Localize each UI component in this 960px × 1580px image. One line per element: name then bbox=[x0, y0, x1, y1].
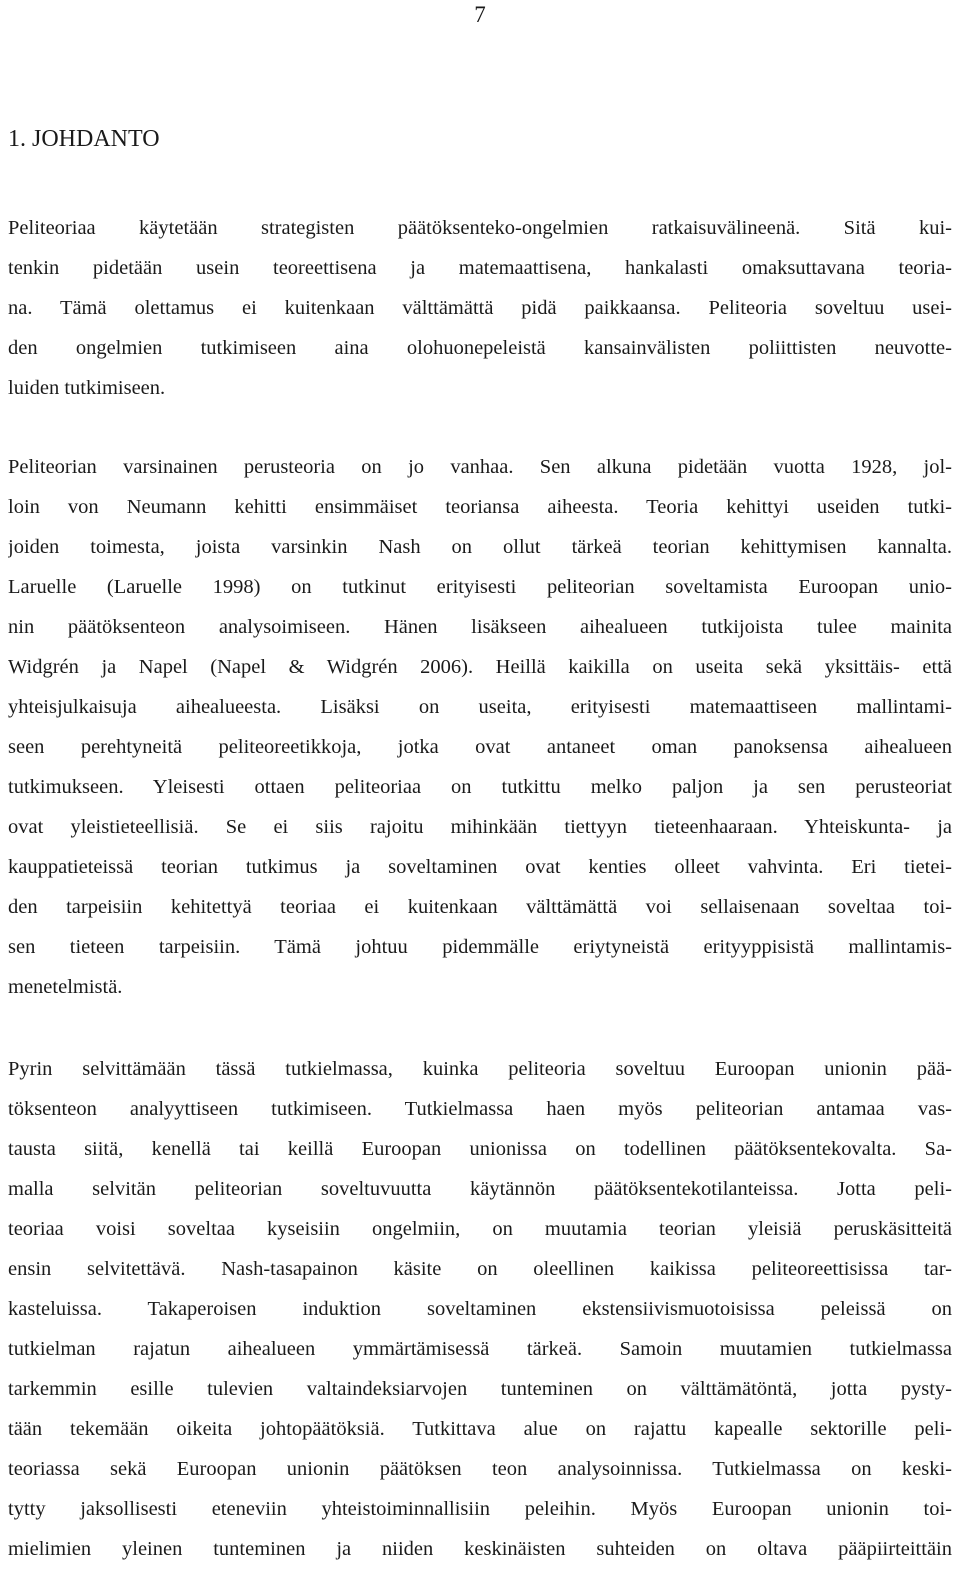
paragraph-line: tausta siitä, kenellä tai keillä Euroopan unionissa on todellinen päätöksentekovalta. Sa- bbox=[8, 1138, 952, 1160]
paragraph-line: nin päätöksenteon analysoimiseen. Hänen lisäkseen aihealueen tutkijoista tulee mainita bbox=[8, 616, 952, 638]
paragraph-line: tään tekemään oikeita johtopäätöksiä. Tutkittava alue on rajattu kapealle sektorille peli- bbox=[8, 1418, 952, 1440]
paragraph-line: seen perehtyneitä peliteoreetikkoja, jotka ovat antaneet oman panoksensa aihealueen bbox=[8, 736, 952, 758]
section-heading: 1. JOHDANTO bbox=[8, 126, 160, 152]
paragraph-1 bbox=[8, 208, 952, 408]
paragraph-line: tutkielman rajatun aihealueen ymmärtämisessä tärkeä. Samoin muutamien tutkielmassa bbox=[8, 1338, 952, 1360]
paragraph-line: malla selvitän peliteorian soveltuvuutta käytännön päätöksentekotilanteissa. Jotta peli- bbox=[8, 1178, 952, 1200]
paragraph-line: joiden toimesta, joista varsinkin Nash on ollut tärkeä teorian kehittymisen kannalta. bbox=[8, 536, 952, 558]
paragraph-line: ovat yleistieteellisiä. Se ei siis rajoitu mihinkään tiettyyn tieteenhaaraan. Yhteiskunta- ja bbox=[8, 816, 952, 838]
paragraph-line: tarkemmin esille tulevien valtaindeksiarvojen tunteminen on välttämätöntä, jotta pysty- bbox=[8, 1378, 952, 1400]
paragraph-line: sen tieteen tarpeisiin. Tämä johtuu pidemmälle eriytyneistä erityyppisistä mallintamis- bbox=[8, 936, 952, 958]
paragraph-line: loin von Neumann kehitti ensimmäiset teoriansa aiheesta. Teoria kehittyi useiden tutki- bbox=[8, 496, 952, 518]
paragraph-line: den ongelmien tutkimiseen aina olohuonepeleistä kansainvälisten poliittisten neuvotte- bbox=[8, 337, 952, 359]
paragraph-line: tytty jaksollisesti eteneviin yhteistoiminnallisiin peleihin. Myös Euroopan unionin toi- bbox=[8, 1498, 952, 1520]
paragraph-line: teoriaa voisi soveltaa kyseisiin ongelmiin, on muutamia teorian yleisiä peruskäsitteitä bbox=[8, 1218, 952, 1240]
paragraph-line: kasteluissa. Takaperoisen induktion soveltaminen ekstensiivismuotoisissa peleissä on bbox=[8, 1298, 952, 1320]
paragraph-line: Peliteoriaa käytetään strategisten päätöksenteko-ongelmien ratkaisuvälineenä. Sitä kui- bbox=[8, 217, 952, 239]
paragraph-line: Widgrén ja Napel (Napel & Widgrén 2006). Heillä kaikilla on useita sekä yksittäis- että bbox=[8, 656, 952, 678]
paragraph-line: teoriassa sekä Euroopan unionin päätöksen teon analysoinnissa. Tutkielmassa on keski- bbox=[8, 1458, 952, 1480]
page-number: 7 bbox=[474, 2, 486, 27]
paragraph-line: na. Tämä olettamus ei kuitenkaan välttämättä pidä paikkaansa. Peliteoria soveltuu usei- bbox=[8, 297, 952, 319]
paragraph-line: tenkin pidetään usein teoreettisena ja matemaattisena, hankalasti omaksuttavana teoria- bbox=[8, 257, 952, 279]
paragraph-line: kauppatieteissä teorian tutkimus ja soveltaminen ovat kenties olleet vahvinta. Eri tietei- bbox=[8, 856, 952, 878]
paragraph-3 bbox=[8, 1049, 952, 1569]
paragraph-line: Peliteorian varsinainen perusteoria on jo vanhaa. Sen alkuna pidetään vuotta 1928, jol- bbox=[8, 456, 952, 478]
paragraph-line: tutkimukseen. Yleisesti ottaen peliteoriaa on tutkittu melko paljon ja sen perusteoriat bbox=[8, 776, 952, 798]
paragraph-line: mielimien yleinen tunteminen ja niiden keskinäisten suhteiden on oltava pääpiirteittäin bbox=[8, 1538, 952, 1560]
paragraph-line: yhteisjulkaisuja aihealueesta. Lisäksi on useita, erityisesti matemaattiseen mallintami- bbox=[8, 696, 952, 718]
paragraph-2 bbox=[8, 447, 952, 1007]
paragraph-line: den tarpeisiin kehitettyä teoriaa ei kuitenkaan välttämättä voi sellaisenaan soveltaa toi- bbox=[8, 896, 952, 918]
paragraph-line: Laruelle (Laruelle 1998) on tutkinut erityisesti peliteorian soveltamista Euroopan unio- bbox=[8, 576, 952, 598]
paragraph-line: ensin selvitettävä. Nash-tasapainon käsite on oleellinen kaikissa peliteoreettisissa tar- bbox=[8, 1258, 952, 1280]
paragraph-line: luiden tutkimiseen. bbox=[8, 377, 166, 399]
paragraph-line: menetelmistä. bbox=[8, 976, 123, 998]
paragraph-line: Pyrin selvittämään tässä tutkielmassa, kuinka peliteoria soveltuu Euroopan unionin pää- bbox=[8, 1058, 952, 1080]
paragraph-line: töksenteon analyyttiseen tutkimiseen. Tutkielmassa haen myös peliteorian antamaa vas- bbox=[8, 1098, 952, 1120]
